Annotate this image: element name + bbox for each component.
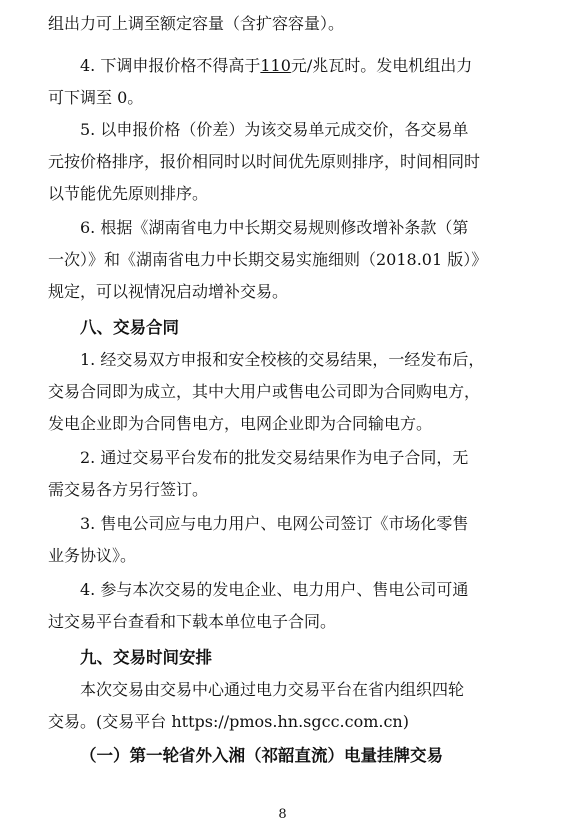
page-number: 8 [278, 807, 287, 822]
paragraph-line: 可下调至 0。 [48, 88, 144, 107]
paragraph-line: 发电企业即为合同售电方，电网企业即为合同输电方。 [48, 414, 433, 433]
paragraph-line: 规定，可以视情况启动增补交易。 [48, 282, 289, 301]
paragraph-line: 2. 通过交易平台发布的批发交易结果作为电子合同，无 [80, 448, 469, 467]
text-span: 元/兆瓦时。发电机组出力 [290, 56, 473, 75]
price-value: 110 [260, 56, 291, 75]
paragraph-line: 业务协议》。 [48, 546, 137, 565]
paragraph-line: 组出力可上调至额定容量（含扩容容量）。 [48, 14, 345, 33]
paragraph-line: 以节能优先原则排序。 [48, 184, 209, 203]
paragraph-line: 交易合同即为成立，其中大用户或售电公司即为合同购电方， [48, 382, 481, 401]
section-heading: 八、交易合同 [80, 318, 179, 337]
paragraph-line: 5. 以申报价格（价差）为该交易单元成交价，各交易单 [80, 120, 469, 139]
subsection-heading: （一）第一轮省外入湘（祁韶直流）电量挂牌交易 [80, 746, 443, 765]
paragraph-line [80, 50, 528, 82]
paragraph-line: 元按价格排序，报价相同时以时间优先原则排序，时间相同时 [48, 152, 481, 171]
paragraph-line: 3. 售电公司应与电力用户、电网公司签订《市场化零售 [80, 514, 469, 533]
paragraph-line: 1. 经交易双方申报和安全校核的交易结果，一经发布后， [80, 350, 485, 369]
paragraph-line: 6. 根据《湖南省电力中长期交易规则修改增补条款（第 [80, 218, 469, 237]
text-span: 4. 下调申报价格不得高于 [80, 56, 261, 75]
paragraph-line: 本次交易由交易中心通过电力交易平台在省内组织四轮 [80, 680, 465, 699]
paragraph-line: 4. 参与本次交易的发电企业、电力用户、售电公司可通 [80, 580, 469, 599]
paragraph-line: 需交易各方另行签订。 [48, 480, 209, 499]
section-heading: 九、交易时间安排 [80, 648, 212, 667]
paragraph-line: 过交易平台查看和下载本单位电子合同。 [48, 612, 337, 631]
paragraph-line: 一次）》和《湖南省电力中长期交易实施细则（2018.01 版）》 [48, 250, 488, 269]
paragraph-line: 交易。(交易平台 https://pmos.hn.sgcc.com.cn) [48, 712, 409, 731]
